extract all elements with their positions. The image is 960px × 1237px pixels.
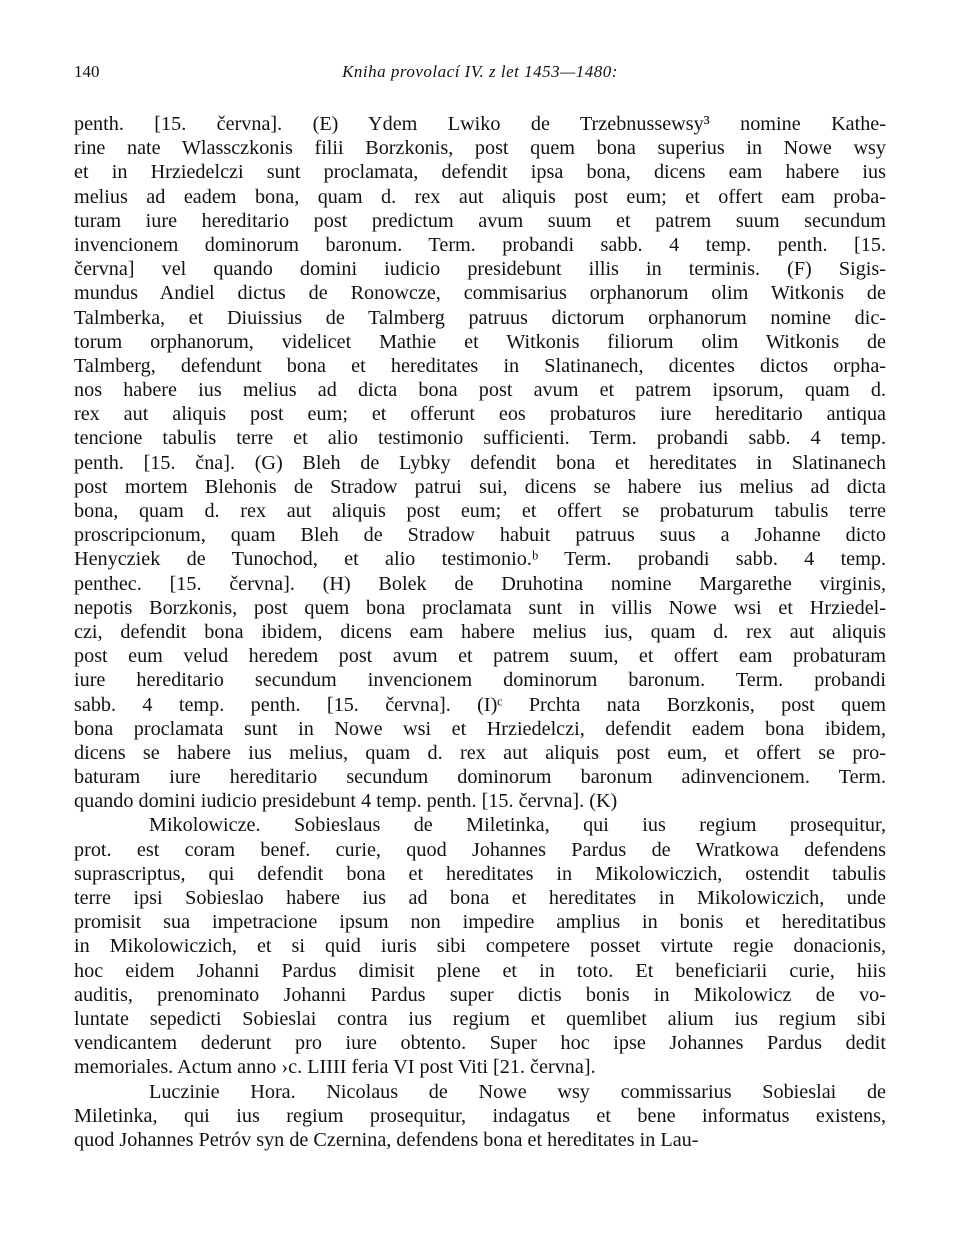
page-number: 140	[74, 62, 100, 81]
text-line: terre ipsi Sobieslao habere ius ad bona et hereditates in Mikolowiczich, unde	[74, 887, 886, 909]
text-line: proscripcionum, quam Bleh de Stradow habuit patruus suus a Johanne dicto	[74, 524, 886, 547]
text-line: auditis, prenominato Johanni Pardus super dictis bonis in Mikolowicz de vo-	[74, 983, 886, 1006]
text-line: hoc eidem Johanni Pardus dimisit plene et in toto. Et beneficiarii curie, hiis	[74, 959, 886, 982]
text-line: rine nate Wlassczkonis filii Borzkonis, post quem bona superius in Nowe wsy	[74, 137, 886, 160]
text-line: mundus Andiel dictus de Ronowcze, commisarius orphanorum olim Witkonis de	[74, 282, 886, 305]
text-line: penthec. [15. června]. (H) Bolek de Druhotina nomine Margarethe virginis,	[74, 572, 886, 595]
text-line: quando domini iudicio presidebunt 4 temp. penth. [15. června]. (K)	[74, 790, 618, 813]
text-line: melius ad eadem bona, quam d. rex aut aliquis post eum; et offert eam proba-	[74, 185, 886, 208]
text-line: post eum velud heredem post avum et patrem suum, et offert eam probaturam	[74, 645, 886, 668]
text-line: torum orphanorum, videlicet Mathie et Witkonis filiorum olim Witkonis de	[74, 330, 886, 353]
text-line: penth. [15. června]. (E) Ydem Lwiko de Trzebnussewsy³ nomine Kathe-	[74, 113, 886, 135]
text-line: rex aut aliquis post eum; et offerunt eos probaturos iure hereditario antiqua	[74, 403, 886, 426]
text-line: turam iure hereditario post predictum avum suum et patrem suum secundum	[74, 209, 886, 232]
text-line: Talmberka, et Diuissius de Talmberg patruus dictorum orphanorum nomine dic-	[74, 306, 886, 329]
running-title: Kniha provolací IV. z let 1453—1480:	[342, 62, 618, 81]
text-line: memoriales. Actum anno ›c. LIIII feria VI post Viti [21. června].	[74, 1056, 596, 1079]
text-line: sabb. 4 temp. penth. [15. června]. (I)ᶜ Prchta nata Borzkonis, post quem	[74, 693, 886, 716]
text-line: Talmberg, defendunt bona et hereditates in Slatinanech, dicentes dictos orpha-	[74, 354, 886, 377]
text-line: penth. [15. čna]. (G) Bleh de Lybky defendit bona et hereditates in Slatinanech	[74, 451, 886, 474]
text-line: nepotis Borzkonis, post quem bona proclamata sunt in villis Nowe wsi et Hrziedel-	[74, 596, 886, 619]
text-line: vendicantem dederunt pro iure obtento. Super hoc ipse Johannes Pardus dedit	[74, 1032, 886, 1055]
text-line: et in Hrziedelczi sunt proclamata, defendit ipsa bona, dicens eam habere ius	[74, 161, 886, 184]
text-line: nos habere ius melius ad dicta bona post avum et patrem ipsorum, quam d.	[74, 379, 886, 402]
text-line: promisit sua impetracione ipsum non impedire amplius in bonis et hereditatibus	[74, 911, 886, 934]
document-body	[74, 112, 886, 1152]
text-line: bona, quam d. rex aut aliquis post eum; et offert se probaturum tabulis terre	[74, 500, 886, 522]
text-line: Mikolowicze. Sobieslaus de Miletinka, qui ius regium prosequitur,	[149, 814, 886, 837]
text-line: in Mikolowiczich, et si quid iuris sibi competere posset virtute regie donacionis,	[74, 935, 886, 958]
text-line: prot. est coram benef. curie, quod Johannes Pardus de Wratkowa defendens	[74, 838, 886, 861]
text-line: Luczinie Hora. Nicolaus de Nowe wsy commissarius Sobieslai de	[149, 1080, 886, 1103]
text-line: invencionem dominorum baronum. Term. probandi sabb. 4 temp. penth. [15.	[74, 233, 886, 256]
text-line: dicens se habere ius melius, quam d. rex aut aliquis post eum, et offert se pro-	[74, 741, 886, 764]
text-line: iure hereditario secundum invencionem dominorum baronum. Term. probandi	[74, 669, 886, 692]
text-line: bona proclamata sunt in Nowe wsi et Hrziedelczi, defendit eadem bona ibidem,	[74, 717, 886, 740]
text-line: baturam iure hereditario secundum dominorum baronum adinvencionem. Term.	[74, 766, 886, 789]
page-header	[74, 62, 886, 88]
text-line: Miletinka, qui ius regium prosequitur, indagatus et bene informatus existens,	[74, 1104, 886, 1127]
text-line: Henycziek de Tunochod, et alio testimonio.ᵇ Term. probandi sabb. 4 temp.	[74, 548, 886, 571]
text-line: června] vel quando domini iudicio presidebunt illis in terminis. (F) Sigis-	[74, 258, 886, 281]
text-line: luntate sepedicti Sobieslai contra ius regium et quemlibet alium ius regium sibi	[74, 1007, 886, 1030]
text-line: post mortem Blehonis de Stradow patrui sui, dicens se habere ius melius ad dicta	[74, 475, 886, 498]
text-line: suprascriptus, qui defendit bona et hereditates in Mikolowiczich, ostendit tabulis	[74, 862, 886, 885]
text-line: czi, defendit bona ibidem, dicens eam habere melius ius, quam d. rex aut aliquis	[74, 620, 886, 643]
text-line: tencione tabulis terre et alio testimonio sufficienti. Term. probandi sabb. 4 temp.	[74, 427, 886, 450]
text-line: quod Johannes Petróv syn de Czernina, defendens bona et hereditates in Lau-	[74, 1128, 699, 1151]
